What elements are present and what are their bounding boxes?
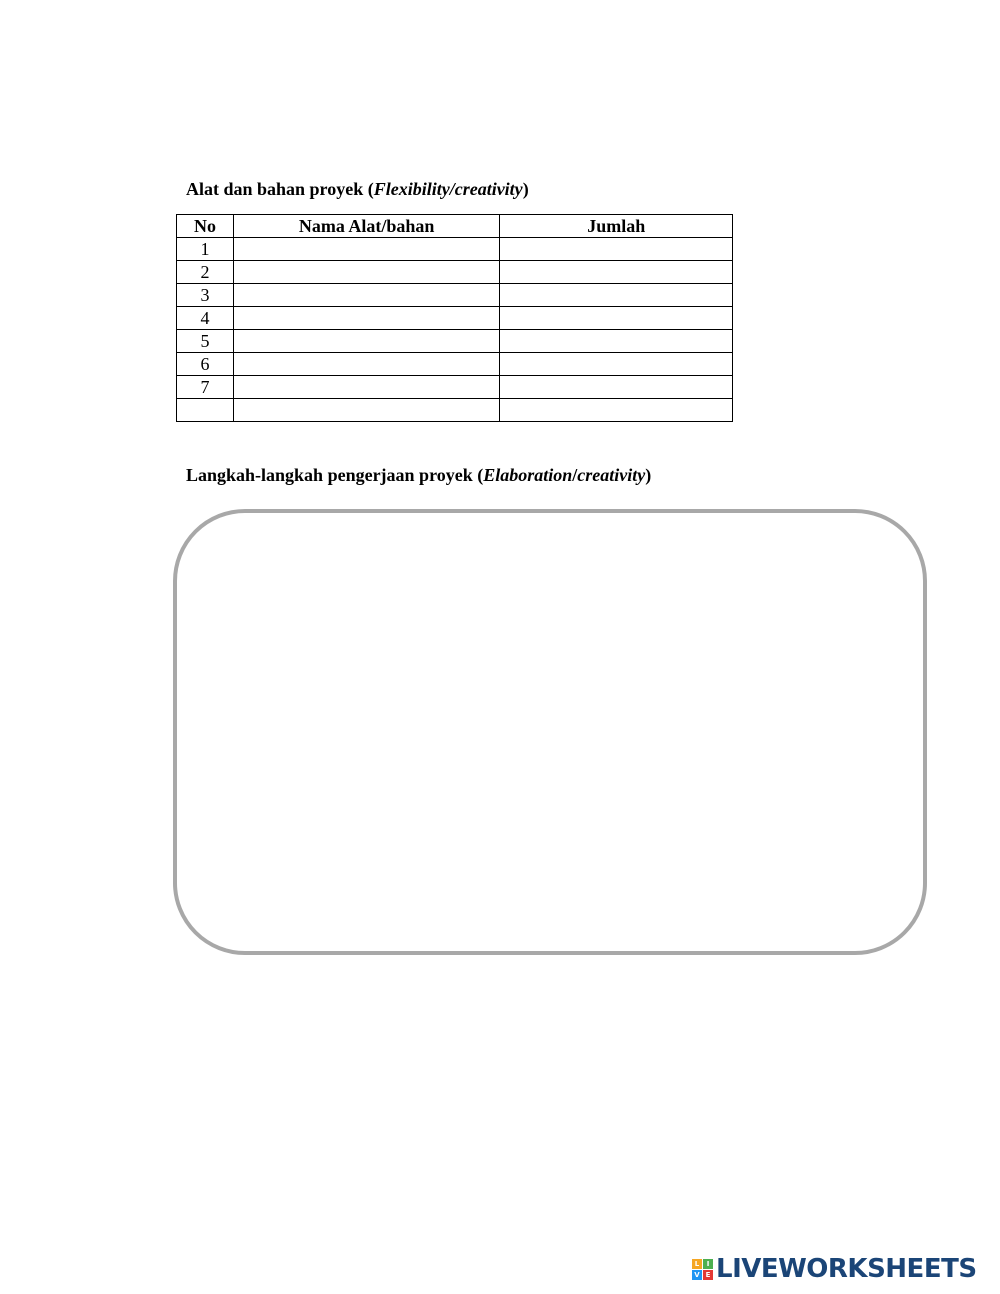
row-qty-cell[interactable] xyxy=(500,330,733,353)
row-qty-cell[interactable] xyxy=(500,238,733,261)
section-title-steps-suffix: ) xyxy=(645,465,652,485)
table-row xyxy=(177,261,733,284)
row-no: 1 xyxy=(177,238,234,261)
row-qty-cell[interactable] xyxy=(500,284,733,307)
section-title-tools-prefix: Alat dan bahan proyek ( xyxy=(186,179,374,199)
logo-letter-l: L xyxy=(692,1259,702,1269)
row-qty-cell[interactable] xyxy=(500,261,733,284)
row-no: 4 xyxy=(177,307,234,330)
liveworksheets-icon xyxy=(692,1259,713,1280)
brand-logo xyxy=(692,1254,977,1284)
row-qty-cell[interactable] xyxy=(500,353,733,376)
row-name-cell[interactable] xyxy=(233,238,500,261)
row-qty-cell[interactable] xyxy=(500,376,733,399)
row-name-cell[interactable] xyxy=(233,307,500,330)
row-name-cell[interactable] xyxy=(233,376,500,399)
table-row xyxy=(177,353,733,376)
table-row xyxy=(177,307,733,330)
row-qty-cell[interactable] xyxy=(500,307,733,330)
section-title-steps-slash: / xyxy=(572,465,578,485)
brand-text: LIVEWORKSHEETS xyxy=(716,1254,977,1284)
steps-answer-box[interactable] xyxy=(173,509,927,955)
row-no: 5 xyxy=(177,330,234,353)
section-title-steps-prefix: Langkah-langkah pengerjaan proyek ( xyxy=(186,465,484,485)
section-title-tools-suffix: ) xyxy=(522,179,529,199)
section-title-tools xyxy=(186,178,529,200)
header-no: No xyxy=(177,215,234,238)
header-qty: Jumlah xyxy=(500,215,733,238)
section-title-tools-italic: Flexibility/creativity xyxy=(373,179,523,199)
tools-table xyxy=(176,214,733,422)
table-header-row xyxy=(177,215,733,238)
logo-letter-i: I xyxy=(703,1259,713,1269)
row-name-cell[interactable] xyxy=(233,284,500,307)
section-title-steps-italic: Elaboration xyxy=(483,465,573,485)
logo-letter-e: E xyxy=(703,1270,713,1280)
row-name-cell[interactable] xyxy=(233,353,500,376)
row-no: 7 xyxy=(177,376,234,399)
header-name: Nama Alat/bahan xyxy=(233,215,500,238)
table-row xyxy=(177,238,733,261)
row-no: 3 xyxy=(177,284,234,307)
logo-letter-v: V xyxy=(692,1270,702,1280)
table-row xyxy=(177,376,733,399)
row-name-cell[interactable] xyxy=(233,261,500,284)
row-qty-cell[interactable] xyxy=(500,399,733,422)
section-title-steps-italic2: creativity xyxy=(577,465,646,485)
section-title-steps xyxy=(186,464,651,486)
table-row xyxy=(177,330,733,353)
row-name-cell[interactable] xyxy=(233,399,500,422)
row-no: 2 xyxy=(177,261,234,284)
row-name-cell[interactable] xyxy=(233,330,500,353)
table-row xyxy=(177,399,733,422)
row-no xyxy=(177,399,234,422)
table-row xyxy=(177,284,733,307)
row-no: 6 xyxy=(177,353,234,376)
